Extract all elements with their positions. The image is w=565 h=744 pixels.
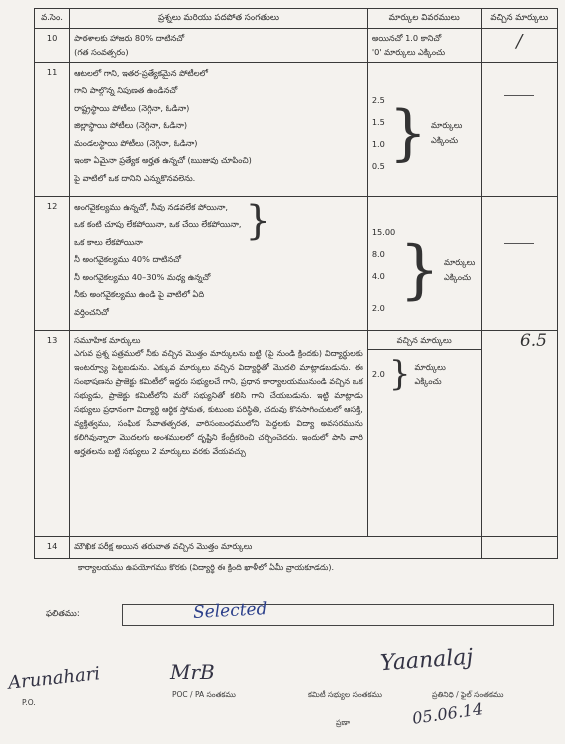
table-row <box>35 196 558 330</box>
marks-sheet <box>34 8 558 574</box>
row-question <box>70 536 481 558</box>
poc-signature: MrB <box>170 660 215 684</box>
row-marks-details <box>367 62 481 196</box>
committee-signature: Yaanalaj <box>379 644 475 677</box>
brace-label: ఎక్కించు <box>431 134 459 145</box>
row-number: 13 <box>35 330 70 536</box>
office-use-note: కార్యాలయము ఉపయోగము కొరకు (విద్యార్థి ఈ క్రింది ఖాళీలో ఏమీ వ్రాయకూడదు). <box>78 562 335 572</box>
marks-value: 2.5 <box>371 94 385 105</box>
row-number: 14 <box>35 536 70 558</box>
marks-obtained-cell <box>481 62 558 196</box>
brace-label: మార్కులు <box>431 120 463 130</box>
row-number: 12 <box>35 196 70 330</box>
handwritten-mark: 6.5 <box>519 330 547 351</box>
header-marks-obtained: వచ్చిన మార్కులు <box>481 9 558 29</box>
marks-value: 0.5 <box>371 160 385 171</box>
marks-obtained-cell <box>481 536 558 558</box>
result-section <box>46 599 558 627</box>
date-note: ప్రణా <box>336 718 351 727</box>
date-signature: 05.06.14 <box>411 699 485 728</box>
row-question <box>70 196 368 330</box>
question-line: వర్తించనిచో <box>74 306 109 317</box>
marks-value: 1.0 <box>371 138 385 149</box>
curly-brace-icon: } <box>399 232 440 307</box>
row-marks-details <box>367 196 481 330</box>
row-marks-details <box>367 28 481 62</box>
question-line: మౌఖిక పరీక్ష అయిన తరువాత వచ్చిన మొత్తం మార్కులు <box>74 540 253 551</box>
header-questions: ప్రశ్నలు మరియు పదపోత సంగతులు <box>70 9 368 29</box>
row-question <box>70 330 368 536</box>
brace-label: మార్కులు <box>414 361 446 372</box>
curly-brace-icon: } <box>388 354 411 394</box>
interview-paragraph: ఎగువ ప్రశ్న పత్రములో నీకు వచ్చిన మొత్తం మార్కులను బట్టి (పై నుండి క్రిందకు) విద్యార్థులకు ఇంటర్వ్యూ పెట్టబడును. ఎక్కువ మార్కులు వచ్చిన విద్యార్థితో మొదలి మాట్లాడబడును. ఈ సంభాషణను ప్రాజెక్టు కమిటీలో ఇద్దరు సభ్యులచే గాని, ప్రధాన కార్యాలయమునుండి వచ్చిన ఒక సభ్యుడు, ప్రాజెక్టు కమిటీలోని మరో సభ్యునితో కలిసి గాని చేయబడును. ఇట్టి మాట్లాడు సభ్యులు ప్రధానంగా విద్యార్థి ఆర్థిక స్తోమత, కుటుంబ పరిస్థితి, చదువు కొనసాగించుటలో ఆసక్తి, వ్యక్తిత్వము, సంఘిక సేవాతత్పరత, వారిసంబంధములోని పెద్దలకు విద్యా అవసరమును కలిగివున్నారా మొదలగు అంశములలో దృష్టిని కేంద్రీకరించి చర్చించెదరు. ఇందులో పాసి వారి అర్హతలను బట్టి సభ్యులు 2 మార్కులు వరకు వేయవచ్చు <box>74 349 363 456</box>
row-question <box>70 28 368 62</box>
marks-value: 2.0 <box>371 302 385 313</box>
header-serial-no: వ.సెం. <box>35 9 70 29</box>
representative-label: ప్రతినిధి / ఫైల్ సంతకము <box>432 690 504 699</box>
brace-label: ఎక్కించు <box>414 376 442 386</box>
marks-table <box>34 8 558 559</box>
question-line: పాఠశాలకు హాజరు 80% దాటినచో <box>74 32 185 43</box>
row-number: 11 <box>35 62 70 196</box>
question-line: గాని పాల్గొన్న నిపుణత ఉండినచో <box>74 85 178 95</box>
question-line: (గత సంవత్సరం) <box>74 47 129 57</box>
po-label: P.O. <box>22 698 36 707</box>
marks-obtained-cell <box>481 330 558 536</box>
question-line: నీ అంగవైకల్యము 40% దాటినచో <box>74 254 181 264</box>
marks-value: 2.0 <box>371 368 385 379</box>
table-row <box>35 536 558 558</box>
row-number: 10 <box>35 28 70 62</box>
row-marks-details <box>367 330 481 536</box>
handwritten-mark: / <box>516 30 523 52</box>
po-signature: Arunahari <box>7 663 102 694</box>
table-row <box>35 330 558 536</box>
table-row <box>35 28 558 62</box>
marks-obtained-cell <box>481 28 558 62</box>
marks-value: 15.00 <box>371 226 396 237</box>
question-line: నీకు అంగవైకల్యము ఉండి పై వాటిలో ఏది <box>74 289 205 299</box>
question-line: నీ అంగవైకల్యము 40–30% మధ్య ఉన్నచో <box>74 271 211 282</box>
question-line: ఆటలలో గాని, ఇతర-ప్రత్యేకమైన పోటీలలో <box>74 67 208 78</box>
curly-brace-icon: } <box>388 97 428 168</box>
blank-mark-line <box>504 95 534 96</box>
committee-label: కమిటీ సభ్యుల సంతకము <box>308 690 382 699</box>
question-line: జిల్లాస్థాయి పోటీలు (నెగ్గినా, ఓడినా) <box>74 120 188 130</box>
details-line: అయినచో 1.0 కానిచో <box>371 32 442 43</box>
header-marks-details: మార్కుల వివరములు <box>367 9 481 29</box>
result-label: ఫలితము: <box>46 609 80 619</box>
poc-label: POC / PA సంతకము <box>172 690 236 699</box>
marks-value: 8.0 <box>371 248 385 259</box>
result-box <box>122 599 554 626</box>
brace-label: ఎక్కించు <box>443 271 472 282</box>
blank-mark-line <box>504 243 534 244</box>
marks-value: 1.5 <box>371 116 385 127</box>
result-value: Selected <box>192 599 268 623</box>
question-line: మండలస్థాయి పోటీలు (నెగ్గినా, ఓడినా) <box>74 137 198 148</box>
row-question <box>70 62 368 196</box>
curly-brace-icon: } <box>245 197 271 244</box>
question-line: ఒక కాలు లేకపోయినా <box>74 236 143 247</box>
table-row <box>35 62 558 196</box>
brace-label: మార్కులు <box>443 257 476 267</box>
question-line: ఒక కంటి చూపు లేకపోయినా, ఒక చేయి లేకపోయినా, <box>74 219 242 229</box>
table-header-row <box>35 9 558 29</box>
marks-value: 4.0 <box>371 270 385 281</box>
question-line: రాష్ట్రస్థాయి పోటీలు (నెగ్గినా, ఓడినా) <box>74 102 190 113</box>
signatures-section <box>0 640 565 740</box>
details-line: '0' మార్కులు ఎక్కించు <box>371 47 446 57</box>
question-line: అంగవైకల్యము ఉన్నచో, నీవు నడవలేక పోయినా, <box>74 201 228 212</box>
sub-header: వచ్చిన మార్కులు <box>368 331 481 351</box>
marks-obtained-cell <box>481 196 558 330</box>
section-title: సమూహిక మార్కులు <box>74 334 141 345</box>
question-line: ఇంకా ఏమైనా ప్రత్యేక అర్హత ఉన్నచో (ఋజువు చూపించి) <box>74 155 252 165</box>
question-line: పై వాటిలో ఒక దానిని ఎన్నుకొనవలెను. <box>74 172 196 183</box>
